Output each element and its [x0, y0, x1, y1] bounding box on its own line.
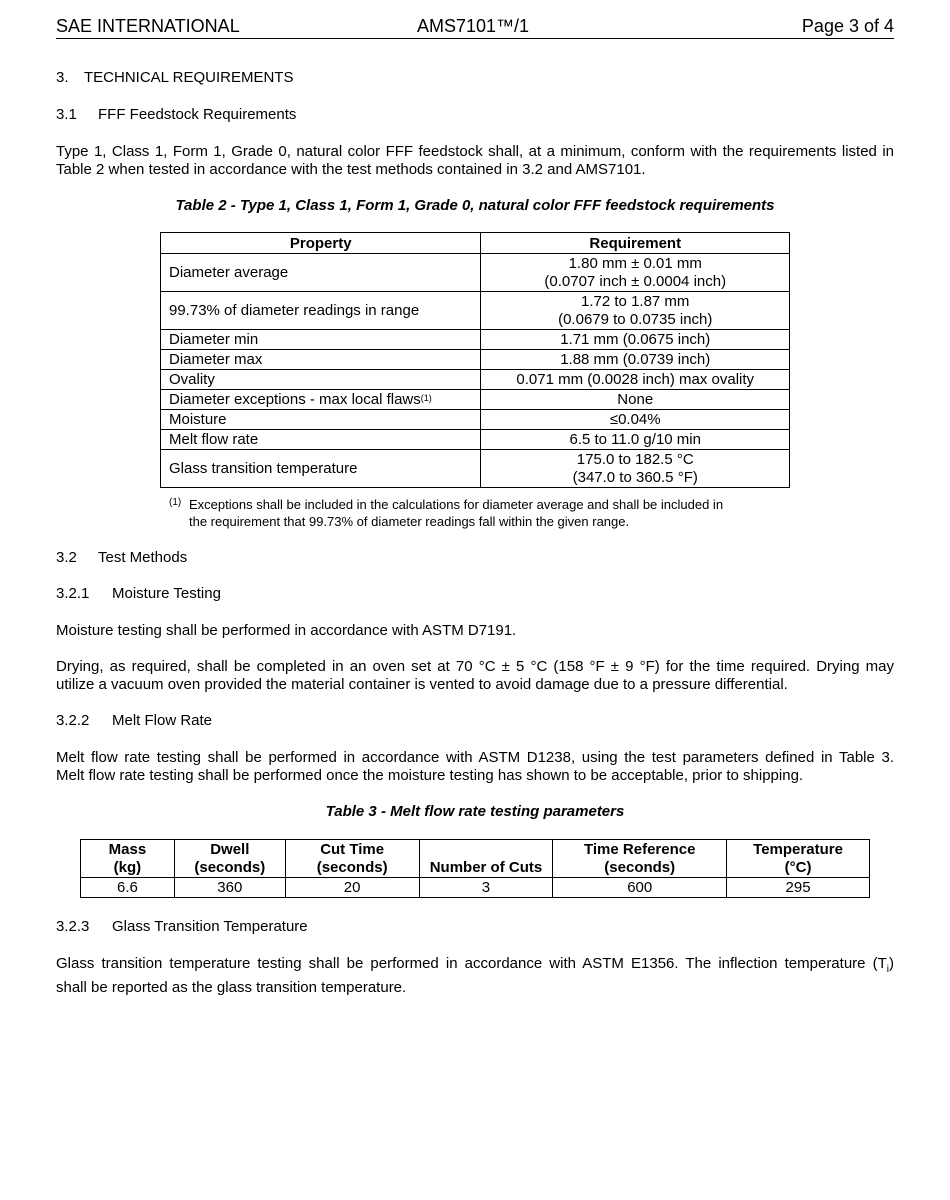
paragraph-text: ): [889, 955, 894, 972]
footnote-line: the requirement that 99.73% of diameter readings fall within the given range.: [189, 514, 630, 529]
table-cell: 600: [553, 878, 727, 898]
property-cell: Diameter min: [161, 330, 481, 350]
requirement-line: 175.0 to 182.5 °C: [576, 450, 694, 468]
table-2-caption: Table 2 - Type 1, Class 1, Form 1, Grade 0, natural color FFF feedstock requirements: [175, 197, 775, 214]
table-row: [161, 292, 790, 330]
paragraph-melt-flow: [56, 749, 894, 785]
paragraph-line: Drying, as required, shall be completed in an oven set at 70 °C ± 5 °C (158 °F ± 9 °F) for the time required. Drying may: [56, 658, 894, 675]
requirement-line: 1.80 mm ± 0.01 mm: [568, 254, 702, 272]
header-line: (seconds): [604, 859, 676, 876]
paragraph-line: Melt flow rate testing shall be performed once the moisture testing has shown to be acceptable, prior to shipping.: [56, 767, 804, 784]
section-title: Glass Transition Temperature: [112, 918, 308, 935]
requirement-line: (347.0 to 360.5 °F): [572, 468, 698, 486]
paragraph-line: Table 2 when tested in accordance with the test methods contained in 3.2 and AMS7101.: [56, 161, 646, 178]
table-row: [161, 390, 790, 410]
section-3-2-2-heading: [56, 712, 212, 729]
column-header-cut-time: [285, 840, 419, 878]
requirement-cell: 0.071 mm (0.0028 inch) max ovality: [481, 370, 790, 390]
column-header-dwell: [174, 840, 285, 878]
section-3-2-1-heading: [56, 585, 221, 602]
requirement-cell: 1.88 mm (0.0739 inch): [481, 350, 790, 370]
section-number: 3.: [56, 69, 69, 86]
header-line: Cut Time: [320, 841, 385, 858]
requirement-line: 1.72 to 1.87 mm: [581, 292, 690, 310]
section-title: Moisture Testing: [112, 585, 221, 602]
property-cell: [161, 390, 481, 410]
property-cell: Melt flow rate: [161, 430, 481, 450]
paragraph-line: utilize a vacuum oven provided the material container is vented to avoid damage due to a pressure differential.: [56, 676, 788, 693]
table-3: [80, 839, 870, 898]
section-title: FFF Feedstock Requirements: [98, 106, 297, 123]
table-row: [161, 430, 790, 450]
header-line: Temperature: [753, 841, 843, 858]
section-number: 3.2.2: [56, 712, 90, 729]
paragraph-line: shall be reported as the glass transition temperature.: [56, 979, 407, 996]
header-line: Time Reference: [584, 841, 696, 858]
table-row: [161, 410, 790, 430]
table-row: [161, 370, 790, 390]
section-3-2-heading: [56, 549, 187, 566]
column-header-property: Property: [161, 233, 481, 254]
section-title: TECHNICAL REQUIREMENTS: [84, 69, 294, 86]
property-text: Diameter exceptions - max local flaws: [169, 390, 421, 408]
header-line: (seconds): [194, 859, 266, 876]
property-cell: Diameter max: [161, 350, 481, 370]
table-cell: 6.6: [81, 878, 175, 898]
header-line: (seconds): [316, 859, 388, 876]
requirement-cell: [481, 254, 790, 292]
property-cell: Moisture: [161, 410, 481, 430]
section-3-heading: [56, 69, 293, 86]
header-page-number: Page 3 of 4: [801, 16, 894, 36]
header-org: SAE INTERNATIONAL: [56, 16, 240, 36]
property-cell: Diameter average: [161, 254, 481, 292]
property-cell: Glass transition temperature: [161, 450, 481, 488]
requirement-cell: ≤0.04%: [481, 410, 790, 430]
subscript: i: [886, 964, 889, 975]
table-row: [161, 450, 790, 488]
requirement-cell: [481, 450, 790, 488]
paragraph-glass-transition: [56, 955, 894, 997]
requirement-line: (0.0679 to 0.0735 inch): [558, 310, 713, 328]
table-2: [160, 232, 790, 488]
header-line: (°C): [784, 859, 812, 876]
section-number: 3.1: [56, 106, 77, 123]
column-header-temperature: [727, 840, 870, 878]
requirement-cell: 1.71 mm (0.0675 inch): [481, 330, 790, 350]
paragraph-line: Moisture testing shall be performed in accordance with ASTM D7191.: [56, 622, 517, 639]
table-row: [161, 350, 790, 370]
section-number: 3.2.1: [56, 585, 90, 602]
table-header-row: [161, 233, 790, 254]
table-cell: 295: [727, 878, 870, 898]
header-line: Number of Cuts: [429, 859, 543, 876]
requirement-cell: [481, 292, 790, 330]
table-row: [161, 330, 790, 350]
footnote-marker: (1): [169, 497, 182, 508]
column-header-time-reference: [553, 840, 727, 878]
footnote-line: Exceptions shall be included in the calculations for diameter average and shall be included in: [189, 497, 724, 512]
table-row: [81, 878, 870, 898]
page-header: [56, 16, 894, 39]
paragraph-line: Melt flow rate testing shall be performed in accordance with ASTM D1238, using the test parameters defined in Table 3.: [56, 749, 894, 766]
column-header-requirement: Requirement: [481, 233, 790, 254]
column-header-mass: [81, 840, 175, 878]
table-header-row: [81, 840, 870, 878]
property-cell: 99.73% of diameter readings in range: [161, 292, 481, 330]
section-title: Melt Flow Rate: [112, 712, 213, 729]
table-row: [161, 254, 790, 292]
paragraph-line: [56, 955, 894, 979]
paragraph-text: Glass transition temperature testing shall be performed in accordance with ASTM E1356. The inflection temperature (T: [56, 955, 887, 972]
column-header-number-of-cuts: [419, 840, 553, 878]
header-doc-id: AMS7101™/1: [417, 16, 530, 36]
table-3-caption: Table 3 - Melt flow rate testing parameters: [325, 803, 625, 820]
requirement-line: (0.0707 inch ± 0.0004 inch): [544, 272, 727, 290]
paragraph-line: Type 1, Class 1, Form 1, Grade 0, natural color FFF feedstock shall, at a minimum, conform with the requirements listed in: [56, 143, 894, 160]
section-3-1-heading: [56, 106, 296, 123]
section-number: 3.2: [56, 549, 77, 566]
paragraph-moisture-testing: [56, 622, 894, 640]
property-cell: Ovality: [161, 370, 481, 390]
requirement-cell: None: [481, 390, 790, 410]
section-title: Test Methods: [98, 549, 188, 566]
requirement-cell: 6.5 to 11.0 g/10 min: [481, 430, 790, 450]
footnote-reference: (1): [420, 392, 432, 403]
paragraph-feedstock-requirements: [56, 143, 894, 179]
table-cell: 3: [419, 878, 553, 898]
table-2-footnote: [169, 496, 809, 530]
header-line: Mass: [108, 841, 147, 858]
header-line: (kg): [113, 859, 142, 876]
table-cell: 20: [285, 878, 419, 898]
section-number: 3.2.3: [56, 918, 90, 935]
header-line: Dwell: [210, 841, 250, 858]
paragraph-drying: [56, 658, 894, 694]
table-cell: 360: [174, 878, 285, 898]
section-3-2-3-heading: [56, 918, 308, 935]
